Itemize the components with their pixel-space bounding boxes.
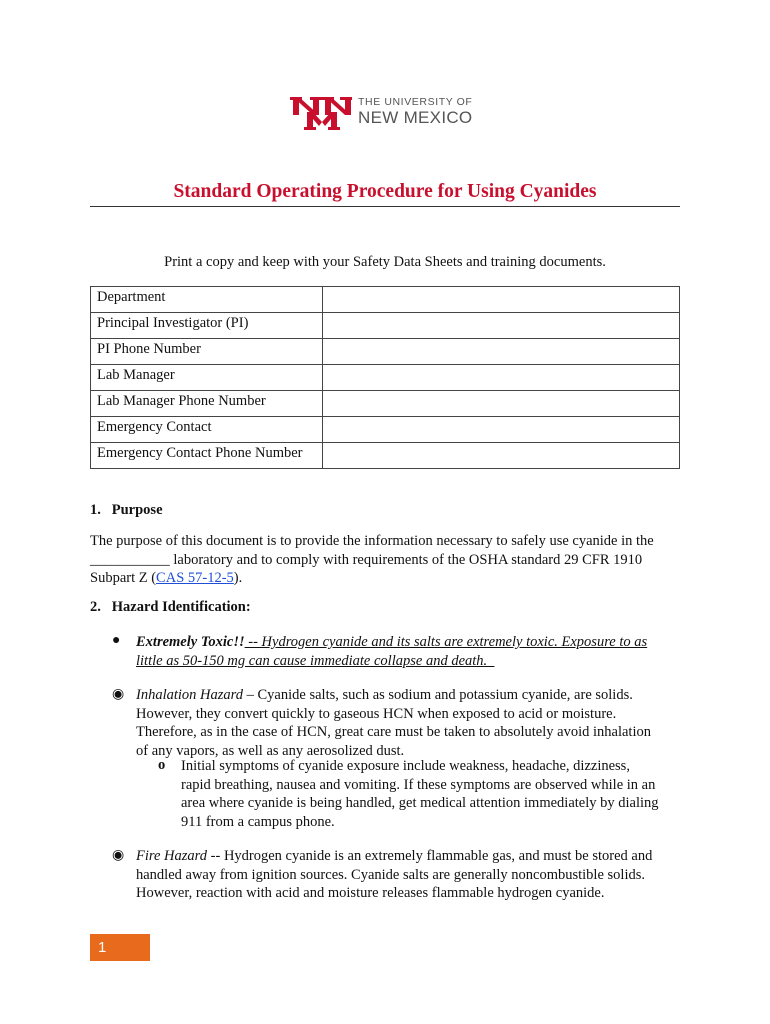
symptoms-line: area where cyanide is being handled, get medical attention immediately by dialing [181,795,659,811]
table-row [91,313,680,339]
page-number-badge: 1 [90,934,150,961]
purpose-line: The purpose of this document is to provide the information necessary to safely use cyanide in the [90,533,654,549]
purpose-paragraph [90,532,690,588]
hazard-line [136,633,696,652]
symptoms-line: 911 from a campus phone. [181,813,335,830]
row-value[interactable] [323,339,680,365]
section-heading-purpose: 1. Purpose [90,502,163,518]
row-value[interactable] [323,313,680,339]
bullet-icon: ● [112,633,121,648]
row-label: PI Phone Number [91,339,323,365]
hazard-line: of any vapors, as well as any aerosolized dust. [136,742,405,759]
row-label: Department [91,287,323,313]
symptoms-line: rapid breathing, nausea and vomiting. If these symptoms are observed while in an [181,776,656,793]
hazard-separator: -- [244,634,262,650]
hazard-line: handled away from ignition sources. Cyanide salts are generally noncombustible solids. [136,866,645,883]
logo-line1: THE UNIVERSITY OF [358,96,473,108]
document-title: Standard Operating Procedure for Using Cyanides [173,181,597,202]
row-value[interactable] [323,443,680,469]
hazard-fire-item [136,847,696,903]
hazard-label: Inhalation Hazard [136,687,244,703]
row-value[interactable] [323,391,680,417]
row-label: Emergency Contact [91,417,323,443]
purpose-line [90,569,690,588]
hazard-line: Therefore, as in the case of HCN, great care must be taken to absolutely avoid inhalation [136,724,651,740]
table-row [91,339,680,365]
purpose-text: ). [233,570,243,586]
purpose-line: ___________ laboratory and to comply with requirements of the OSHA standard 29 CFR 1910 [90,551,643,568]
unm-logo [290,95,490,133]
hazard-line [136,686,696,705]
unm-monogram-icon [290,95,352,133]
row-label: Lab Manager [91,365,323,391]
hazard-line [136,847,696,866]
row-value[interactable] [323,287,680,313]
title-divider [90,206,680,207]
row-value[interactable] [323,365,680,391]
hazard-line: However, they convert quickly to gaseous HCN when exposed to acid or moisture. [136,705,617,722]
hazard-text: -- Hydrogen cyanide is an extremely flammable gas, and must be stored and [207,848,653,864]
table-row [91,417,680,443]
contact-info-table [90,286,680,469]
table-row [91,365,680,391]
hazard-line: However, reaction with acid and moisture releases flammable hydrogen cyanide. [136,885,605,901]
print-note: Print a copy and keep with your Safety Data Sheets and training documents. [164,254,606,270]
hazard-label: Fire Hazard [136,848,208,864]
hazard-toxic-item [136,633,696,670]
section-heading-hazard: 2. Hazard Identification: [90,599,251,615]
row-label: Lab Manager Phone Number [91,391,323,417]
row-label: Emergency Contact Phone Number [91,443,323,469]
sub-bullet-icon: o [158,757,166,773]
bullet-icon: ◉ [112,687,125,702]
row-label: Principal Investigator (PI) [91,313,323,339]
hazard-inhalation-item [136,686,696,760]
bullet-icon: ◉ [112,848,125,863]
hazard-text: Hydrogen cyanide and its salts are extremely toxic. Exposure to as [261,634,648,650]
symptoms-line: Initial symptoms of cyanide exposure include weakness, headache, dizziness, [181,758,630,774]
symptoms-item [181,757,701,831]
table-row [91,287,680,313]
table-row [91,443,680,469]
table-row [91,391,680,417]
row-value[interactable] [323,417,680,443]
logo-line2: NEW MEXICO [358,108,473,127]
hazard-text: – Cyanide salts, such as sodium and potassium cyanide, are solids. [243,687,633,703]
purpose-text: Subpart Z ( [90,570,157,586]
hazard-label: Extremely Toxic!! [136,634,245,650]
cas-link[interactable]: CAS 57-12-5 [156,570,234,586]
hazard-line: little as 50-150 mg can cause immediate collapse and death. [136,652,495,669]
